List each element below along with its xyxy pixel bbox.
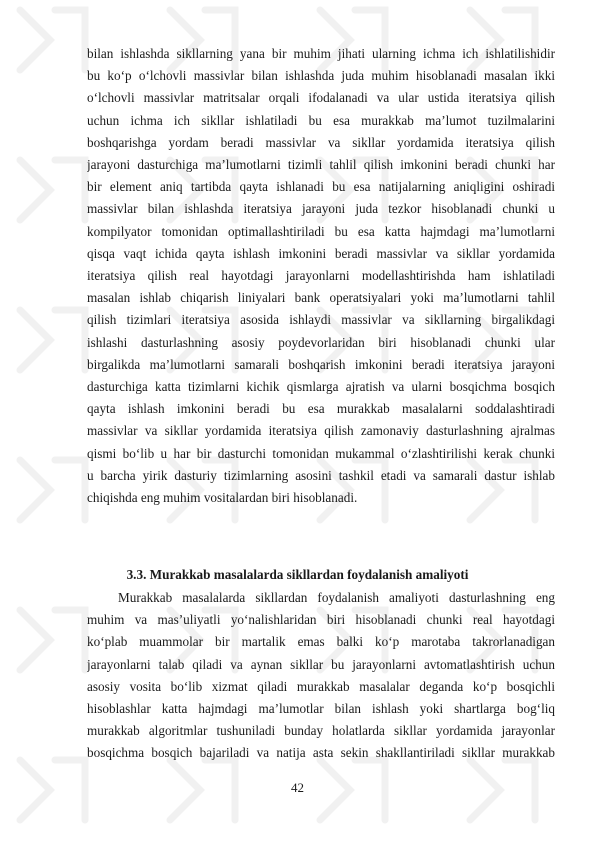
watermark-mark (20, 160, 85, 220)
paragraph-1-line: qisqa vaqt ichida qayta ishlash imkonini beradi massivlar va sikllar yordamida (87, 245, 555, 261)
paragraph-1-line: qayta ishlash imkonini beradi bu esa murakkab masalalarni soddalashtiradi (87, 401, 555, 417)
paragraph-2-line: ko‘plab muammolar bir martalik emas balki ko‘p marotaba takrorlanadigan (87, 634, 555, 650)
paragraph-1-line: masalan ishlab chiqarish liniyalari bank operatsiyalari yoki ma’lumotlarni tahlil (87, 290, 555, 306)
section-heading: 3.3. Murakkab masalalarda sikllardan foydalanish amaliyoti (126, 567, 469, 582)
paragraph-2-line: muhim va mas’uliyatli yo‘nalishlaridan biri hisoblanadi chunki real hayotdagi (87, 612, 555, 628)
paragraph-1-line: massivlar bilan ishlashda iteratsiya jarayoni juda tezkor hisoblanadi chunki u (87, 201, 555, 217)
paragraph-1-line: iteratsiya qilish real hayotdagi jarayonlarni modellashtirishda ham ishlatiladi (87, 268, 555, 283)
paragraph-2-line: jarayonlarni talab qiladi va aynan sikllar bu jarayonlarni avtomatlashtirish uchun (87, 656, 555, 672)
paragraph-1-line: uchun ichma ich sikllar ishlatiladi bu esa murakkab ma’lumot tuzilmalarini (87, 112, 555, 128)
paragraph-1-line: qismi bo‘lib u har bir dasturchi tomonidan mukammal o‘zlashtirilishi kerak chunki (87, 445, 555, 461)
paragraph-1-line: boshqarishga yordam beradi massivlar va sikllar yordamida iteratsiya qilish (87, 134, 555, 150)
page-number: 42 (291, 780, 304, 795)
watermark-mark (20, 10, 85, 70)
paragraph-1-line: qilish tizimlari iteratsiya asosida ishlaydi massivlar va sikllarning birgalikdagi (87, 312, 555, 328)
paragraph-1-line: chiqishda eng muhim vositalardan biri hisoblanadi. (87, 490, 358, 505)
paragraph-1-line: bilan ishlashda sikllarning yana bir muhim jihati ularning ichma ich ishlatilishidir (87, 46, 555, 61)
paragraph-2-line: Murakkab masalalarda sikllardan foydalanish amaliyoti dasturlashning eng (118, 590, 555, 605)
paragraph-1-line: birgalikda ma’lumotlarni samarali boshqarish imkonini beradi iteratsiya jarayoni (87, 356, 555, 372)
paragraph-1-line: ishlashi dasturlashning asosiy poydevorlaridan biri hisoblanadi chunki ular (87, 334, 555, 350)
watermark-mark (20, 310, 85, 370)
paragraph-1-line: u barcha yirik dasturiy tizimlarning asosini tashkil etadi va samarali dastur ishlab (87, 467, 555, 483)
watermark-mark (20, 610, 85, 670)
paragraph-2-line: asosiy vosita bo‘lib xizmat qiladi murakkab masalalar deganda ko‘p bosqichli (87, 678, 555, 694)
paragraph-1-line: kompilyator tomonidan optimallashtiriladi bu esa katta hajmdagi ma’lumotlarni (87, 223, 555, 239)
paragraph-2-line: hisoblashlar katta hajmdagi ma’lumotlar bilan ishlash yoki shartlarga bog‘liq (87, 701, 555, 716)
paragraph-1-line: o‘lchovli massivlar matritsalar orqali ifodalanadi va ular ustida iteratsiya qilish (87, 90, 555, 106)
paragraph-1-line: bu ko‘p o‘lchovli massivlar bilan ishlashda juda muhim hisoblanadi masalan ikki (87, 68, 555, 84)
watermark-mark (20, 460, 85, 520)
paragraph-1-line: dasturchiga katta tizimlarni kichik qismlarga ajratish va ularni bosqichma bosqich (87, 379, 555, 394)
paragraph-2-line: murakkab algoritmlar tushuniladi bunday holatlarda sikllar yordamida jarayonlar (87, 723, 555, 739)
paragraph-1-line: bir element aniq tartibda qayta ishlanadi bu esa natijalarning aniqligini oshiradi (87, 179, 555, 195)
paragraph-1-line: massivlar va sikllar yordamida iteratsiya qilish zamonaviy dasturlashning ajralmas (87, 423, 555, 439)
paragraph-2-line: bosqichma bosqich bajariladi va natija asta sekin shakllantiriladi sikllar murakkab (87, 745, 555, 761)
paragraph-1-line: jarayoni dasturchiga ma’lumotlarni tizimli tahlil qilish imkonini beradi chunki har (87, 157, 555, 172)
